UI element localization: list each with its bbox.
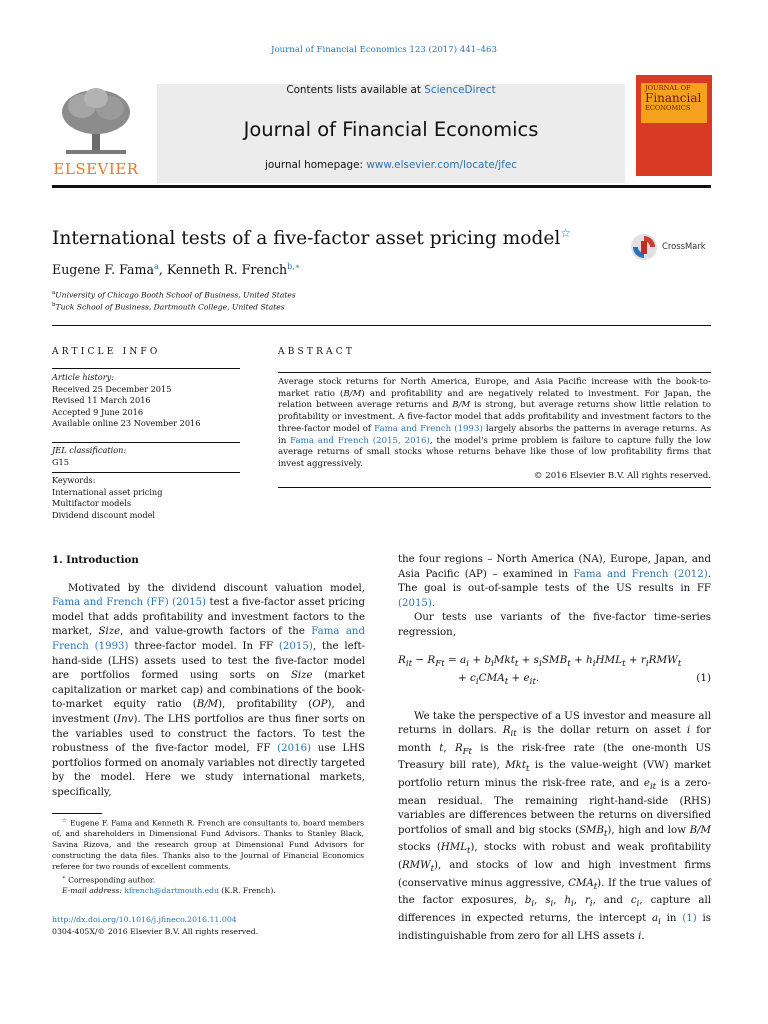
journal-reference[interactable]: Journal of Financial Economics 123 (2017) 441–463 [271,45,497,55]
email-suffix: (K.R. French). [218,885,276,895]
keywords-label: Keywords: [52,475,96,485]
text-run: ), and investment ( [52,699,366,725]
text-run: (market capitalization or market cap) and combinations of the book-to-market equity ratio ( [52,670,365,711]
abstract [278,372,711,488]
body-paragraph [398,553,711,611]
text-run: test a five-factor asset pricing model that adds profitability and investment factors to the market, [52,597,365,638]
abstract-text-run: Average stock returns for North America, Europe, and Asia Pacific increase with the book-to-market ratio ( [278,377,711,399]
crossmark-icon [630,233,658,261]
text-run: ), and stocks of low and high investment firms (conservative minus aggressive, [398,860,711,889]
footnote-star [52,816,364,873]
text-run: . The goal is out-of-sample tests of the US results in FF [398,568,711,595]
journal-cover-thumbnail[interactable] [636,75,712,176]
cover-line3: ECONOMICS [645,104,691,112]
email-label: E-mail address: [62,885,125,895]
text-run: ), high and low [607,824,690,836]
article-title [52,226,571,249]
equation-number: (1) [696,671,711,684]
jel-code: G15 [52,456,69,467]
text-run: is the dollar return on asset [516,725,687,737]
history-label: Article history: [52,372,114,382]
footnotes [52,816,364,897]
header-rule [52,185,711,188]
author-affiliation-mark[interactable]: a [154,262,159,271]
text-run: use LHS portfolios formed on anomaly variables not directly targeted by the model. Here we study international markets, specifically, [52,743,365,798]
author-affiliation-mark[interactable]: b,∗ [287,262,301,271]
keyword-item: Multifactor models [52,498,132,509]
contents-line [157,84,625,96]
text-run: , capture all differences in expected returns, the intercept [398,895,711,924]
body-column-right [398,553,711,944]
journal-banner [157,84,625,183]
title-footnote-mark[interactable]: ☆ [560,226,572,240]
citation-link[interactable]: (2016) [277,743,312,755]
keywords [52,475,242,521]
text-run: Motivated by the dividend discount valuation model, [68,582,365,594]
text-run: We take the perspective of a US investor and measure all returns in dollars. [398,710,711,737]
author-list: Eugene F. Fama$^a$, Kenneth R. French$^{b,∗}$ [52,262,301,278]
text-run: is the value-weight (VW) market portfolio return minus the risk-free rate, and [398,760,711,790]
footnote-text: Corresponding author. [68,875,156,885]
text-run: ). If the true values of the factor exposures, [398,877,712,907]
author-name: Kenneth R. French [166,262,288,278]
tree-icon [52,84,140,160]
affiliation-mark: b [52,302,56,308]
section-rule [52,325,711,326]
elsevier-wordmark: ELSEVIER [53,160,139,178]
footnote-email [52,886,364,897]
abstract-copyright: © 2016 Elsevier B.V. All rights reserved. [533,470,711,481]
body-column-left [52,553,365,801]
text-run: B/M [196,699,219,711]
info-rule [52,442,240,443]
text-run: OP [312,699,328,711]
affiliation-mark: a [52,290,56,296]
citation-link[interactable]: Fama and French (FF) (2015) [52,597,207,609]
homepage-prefix: journal homepage: [265,159,367,171]
affiliation-text: University of Chicago Booth School of Business, United States [55,290,296,300]
contents-prefix: Contents lists available at [286,84,425,96]
body-paragraph [52,582,365,801]
abstract-text-run: B/M [343,388,362,399]
abstract-rule [278,487,711,488]
text-run: Size [290,670,313,682]
abstract-text-run: ) and profitability and are negatively related to investment. For Japan, the relation between average returns and [278,388,711,411]
sciencedirect-link[interactable]: ScienceDirect [424,84,496,96]
text-run: ), stocks with robust and weak profitability ( [398,842,711,872]
doi-link[interactable]: http://dx.doi.org/10.1016/j.jfineco.2016.11.004 [52,915,237,924]
equation-link[interactable]: (1) [682,912,697,924]
footnote-mark: ∗ [62,874,66,881]
text-run: , and value-growth factors of the [120,626,312,638]
article-history [52,372,242,430]
equation-line: + $c_iCMA_t + e_{it}$. [458,671,540,687]
history-item: Received 25 December 2015 [52,383,172,394]
jel-classification [52,445,242,468]
section-heading: 1. Introduction [52,554,139,566]
affiliation-b [52,302,285,312]
info-rule [52,368,240,369]
citation-link[interactable]: (2015) [398,597,432,609]
journal-title: Journal of Financial Economics [243,118,539,141]
footnote-rule [52,813,102,814]
author-name: Eugene F. Fama [52,262,155,278]
citation-link[interactable]: Fama and French (2015, 2016) [290,435,430,446]
text-run: , the left-hand-side (LHS) assets used to test the five-factor model are portfolios formed using sorts on [52,640,365,682]
email-link[interactable]: kfrench@dartmouth.edu [124,885,219,895]
abstract-text-run: is strong, but average returns show little relation to profitability or investment. A five-factor model that adds profitability and investment factors to the three-factor model of [278,400,712,434]
text-run: ). The LHS portfolios are thus finer sorts on the variables used to construct the factors. To test the robustness of the five-factor model, FF [52,713,366,755]
text-run: Inv [117,713,134,725]
citation-link[interactable]: Fama and French (1993) [374,423,483,434]
footnote-text: Eugene F. Fama and Kenneth R. French are consultants to, board members of, and shareholders in Dimensional Fund Advisors. Thanks to Stanley Black, Savina Rizova, and the research group at Dimensional Fund Advisors for constructing the data files. Thanks also to the Journal of Financial Economics referee for two rounds of excellent comments. [52,818,364,871]
article-title-text: International tests of a five-factor asset pricing model [52,228,561,250]
citation-link[interactable]: Fama and French (1993) [52,626,365,652]
footnote-mark: ☆ [62,818,68,824]
crossmark-label: CrossMark [662,241,706,251]
homepage-line [157,159,625,171]
homepage-link[interactable]: www.elsevier.com/locate/jfec [366,159,517,171]
article-info-heading: ARTICLE INFO [52,347,161,357]
equation-line: $R_{it} - R_{Ft} = a_i + b_iMkt_t + s_iSMB_t + h_iHML_t + r_iRMW_t$ [398,653,682,669]
text-run: the four regions – North America (NA), Europe, Japan, and Asia Pacific (AP) – examined in [398,554,711,580]
abstract-heading: ABSTRACT [278,347,356,357]
text-run: three-factor model. In FF [128,640,279,652]
body-paragraph: We take the perspective of a US investor and measure all returns in dollars. $R_{it}$ is the dollar return on asset i for month t, $R_{Ft}$ is the risk-free rate (the one-month US Treasury bill rate), Mkt$_t$ is the value-weight (VW) market portfolio return minus the risk-free rate, and $e_{it}$ is a zero-mean residual. The remaining right-hand-side (RHS) variables are differences between the returns on diversified portfolios of small and big stocks $(SMB_t)$, high and low B/M stocks $(HML_t)$, stocks with robust and weak profitability $(RMW_t)$, and stocks of low and high investment firms (conservative minus aggressive, $CMA_t$). If the true values of the factor exposures, $b_i$, $s_i$, $h_i$, $r_i$, and $c_i$, capture all differences in expected returns, the intercept $a_i$ in (1) is indistinguishable from zero for all LHS assets i. [398,710,712,942]
cover-text [645,84,701,112]
text-run: in [660,912,683,924]
text-run: . [431,597,436,609]
jel-label: JEL classification: [52,445,127,455]
history-item: Revised 11 March 2016 [52,395,151,406]
cover-line2: Financial [645,91,702,105]
citation-link[interactable]: Fama and French (2012) [573,568,708,580]
text-run: is a zero-mean residual. The remaining right-hand-side (RHS) variables are differences between the returns on diversified portfolios of small and big stocks ( [398,778,712,836]
text-run: is the risk-free rate (the one-month US Treasury bill rate), [398,742,712,772]
keyword-item: International asset pricing [52,486,163,497]
abstract-text-run: B/M [452,400,471,411]
body-paragraph: Our tests use variants of the five-factor time-series regression, [398,612,711,638]
citation-link[interactable]: (2015) [278,640,313,652]
abstract-text-run: largely absorbs the patterns in average returns. As in [278,423,712,446]
elsevier-logo [52,84,140,178]
abstract-text [278,377,711,471]
text-run: for month [398,725,711,754]
text-run: , and [592,895,631,907]
abstract-text-run: , the model's prime problem is failure to capture fully the low average returns of small stocks whose returns behave like those of low profitability firms that invest aggressively. [278,435,711,469]
keyword-item: Dividend discount model [52,509,156,520]
history-item: Accepted 9 June 2016 [52,406,144,417]
affiliation-a [52,290,296,300]
text-run: ), profitability ( [218,699,313,711]
text-run: is indistinguishable from zero for all LHS assets [398,912,711,942]
affiliation-text: Tuck School of Business, Dartmouth College, United States [55,302,285,312]
info-rule [52,472,240,473]
text-run: Size [98,626,121,638]
abstract-rule [278,372,711,373]
crossmark-badge[interactable] [630,233,720,261]
footnote-corresponding [52,873,364,886]
history-item: Available online 23 November 2016 [52,418,201,429]
equation-1 [398,653,711,695]
cover-line1: JOURNAL OF [645,84,691,92]
issn-copyright: 0304-405X/© 2016 Elsevier B.V. All rights reserved. [52,927,259,936]
text-run: stocks ( [398,842,441,854]
text-run: , [443,742,455,754]
